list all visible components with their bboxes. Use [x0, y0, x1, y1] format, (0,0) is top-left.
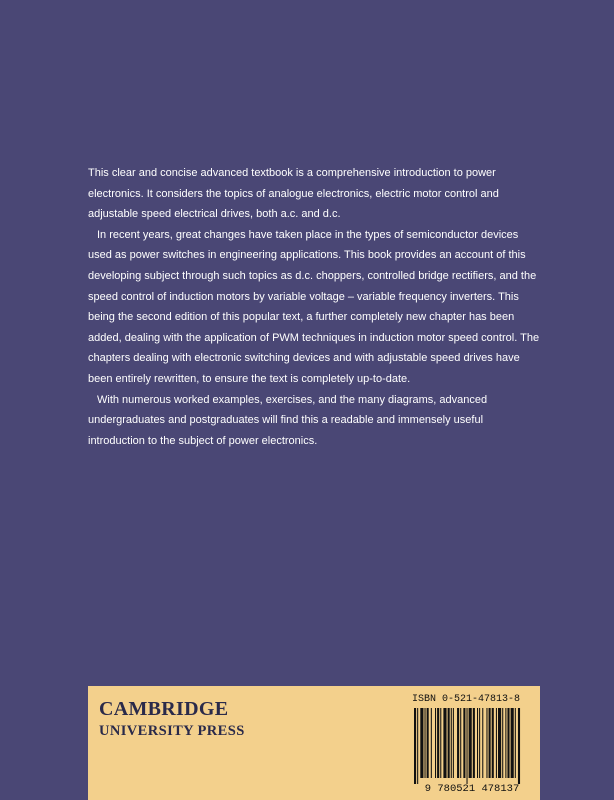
barcode-bar [473, 708, 475, 778]
barcode-bar [425, 708, 426, 778]
publisher-logo [99, 698, 245, 740]
barcode-bar [507, 708, 509, 778]
barcode-bar [414, 708, 416, 784]
barcode-bar [518, 708, 520, 784]
barcode-bar [457, 708, 459, 778]
barcode-bar [467, 708, 468, 784]
blurb-paragraph-1: This clear and concise advanced textbook is a comprehensive introduction to power electronics. It considers the topics of analogue electronics, electric motor control and adjustable speed electrical drives, both a.c. and d.c. [88, 167, 499, 221]
barcode [410, 708, 534, 794]
barcode-bar [420, 708, 423, 778]
isbn-label: ISBN 0-521-47813-8 [412, 694, 521, 705]
barcode-bar [427, 708, 429, 778]
barcode-bars-icon [410, 708, 534, 784]
blurb-text [88, 163, 540, 451]
barcode-bar [451, 708, 452, 778]
barcode-bar [435, 708, 436, 778]
barcode-bar [417, 708, 418, 784]
barcode-bar [477, 708, 478, 778]
barcode-bar [498, 708, 501, 778]
barcode-bar [511, 708, 514, 778]
barcode-bar [479, 708, 480, 778]
publisher-press: UNIVERSITY PRESS [99, 723, 245, 739]
barcode-bar [502, 708, 503, 778]
blurb-paragraph-2: In recent years, great changes have taken place in the types of semiconductor devices used as power switches in engineering applications. This book provides an account of this developing subject through such topics as d.c. choppers, controlled bridge rectifiers, and the speed control of induction motors by variable voltage – variable frequency inverters. This being the second edition of this popular text, a further completely new chapter has been added, dealing with the application of PWM techniques in induction motor speed control. The chapters dealing with electronic switching devices and with adjustable speed drives have been entirely rewritten, to ensure the text is completely up-to-date. [88, 228, 540, 385]
blurb-paragraph-3: With numerous worked examples, exercises, and the many diagrams, advanced undergraduates and postgraduates will find this a readable and immensely useful introduction to the subject of power electronics. [88, 393, 488, 447]
barcode-bar [443, 708, 446, 778]
barcode-bar [440, 708, 441, 778]
barcode-bar [489, 708, 491, 778]
barcode-bar [463, 708, 465, 778]
barcode-digits: 9 780521 478137 [424, 783, 520, 795]
barcode-area [410, 694, 534, 794]
barcode-bar [437, 708, 439, 778]
barcode-bar [486, 708, 487, 778]
barcode-bar [431, 708, 432, 778]
barcode-bar [460, 708, 461, 778]
barcode-bar [453, 708, 454, 778]
barcode-bar [505, 708, 506, 778]
barcode-bar [482, 708, 483, 778]
publisher-name: CAMBRIDGE [99, 698, 229, 720]
footer-panel [88, 686, 540, 800]
barcode-bar [496, 708, 497, 778]
barcode-bar [492, 708, 494, 778]
barcode-bar [515, 708, 516, 778]
barcode-bar [448, 708, 450, 778]
barcode-bar [469, 708, 472, 778]
